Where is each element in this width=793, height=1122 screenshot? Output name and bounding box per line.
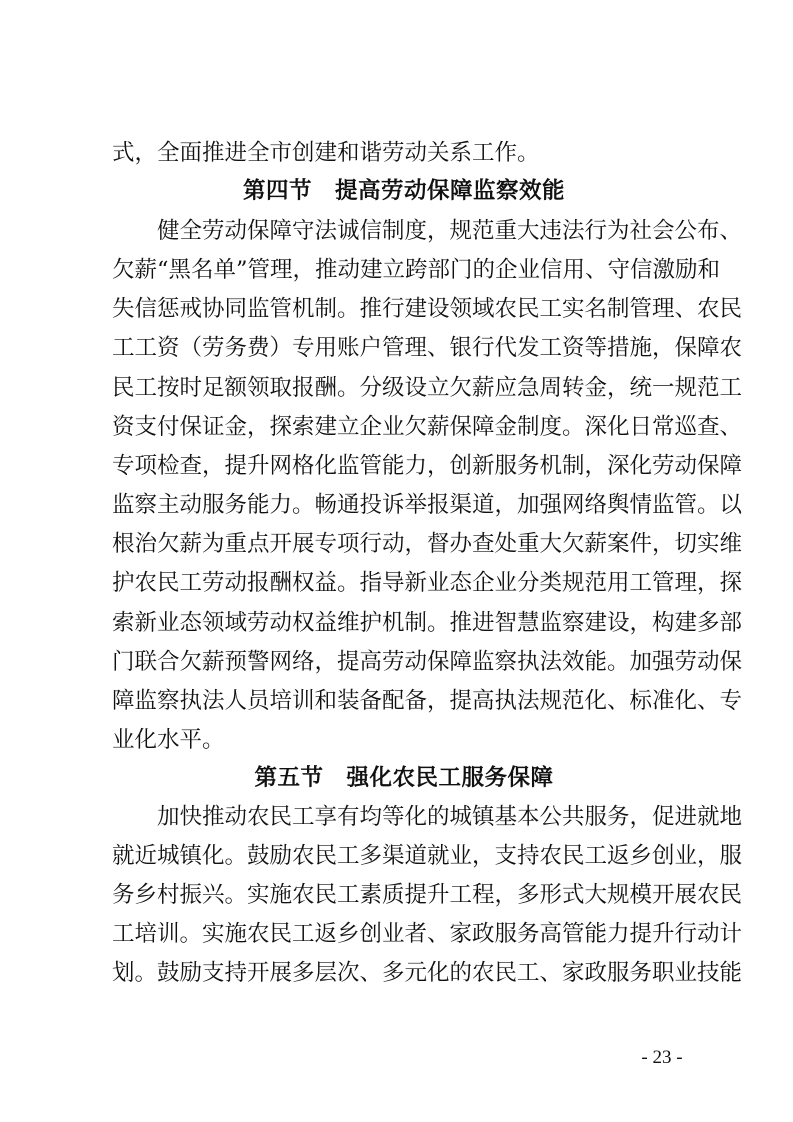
page-number: - 23 -	[641, 1047, 683, 1068]
paragraph-line: 欠薪“黑名单”管理，推动建立跨部门的企业信用、守信激励和	[112, 257, 721, 283]
continuation-line: 式，全面推进全市创建和谐劳动关系工作。	[112, 140, 540, 166]
paragraph-line: 业化水平。	[112, 727, 225, 753]
paragraph-line: 障监察执法人员培训和装备配备，提高执法规范化、标准化、专	[112, 688, 743, 714]
paragraph-line: 民工按时足额领取报酬。分级设立欠薪应急周转金，统一规范工	[112, 375, 743, 401]
paragraph-line: 失信惩戒协同监管机制。推行建设领域农民工实名制管理、农民	[112, 296, 743, 322]
paragraph-line: 根治欠薪为重点开展专项行动，督办查处重大欠薪案件，切实维	[112, 531, 743, 557]
paragraph-line: 索新业态领域劳动权益维护机制。推进智慧监察建设，构建多部	[112, 610, 743, 636]
section-heading-5: 第五节 强化农民工服务保障	[254, 765, 554, 791]
paragraph-line: 护农民工劳动报酬权益。指导新业态企业分类规范用工管理，探	[112, 570, 743, 596]
paragraph-line: 专项检查，提升网格化监管能力，创新服务机制，深化劳动保障	[112, 453, 743, 479]
paragraph-line: 划。鼓励支持开展多层次、多元化的农民工、家政服务职业技能	[112, 960, 743, 986]
paragraph-line: 监察主动服务能力。畅通投诉举报渠道，加强网络舆情监管。以	[112, 492, 743, 518]
section-heading-4: 第四节 提高劳动保障监察效能	[242, 178, 565, 204]
paragraph-line: 资支付保证金，探索建立企业欠薪保障金制度。深化日常巡查、	[112, 414, 743, 440]
paragraph-line: 工培训。实施农民工返乡创业者、家政服务高管能力提升行动计	[112, 921, 743, 947]
paragraph-line: 务乡村振兴。实施农民工素质提升工程，多形式大规模开展农民	[112, 882, 743, 908]
paragraph-line: 门联合欠薪预警网络，提高劳动保障监察执法效能。加强劳动保	[112, 649, 743, 675]
paragraph-line: 健全劳动保障守法诚信制度，规范重大违法行为社会公布、	[112, 218, 743, 244]
paragraph-line: 加快推动农民工享有均等化的城镇基本公共服务，促进就地	[112, 804, 743, 830]
paragraph-line: 工工资（劳务费）专用账户管理、银行代发工资等措施，保障农	[112, 335, 743, 361]
paragraph-line: 就近城镇化。鼓励农民工多渠道就业，支持农民工返乡创业，服	[112, 843, 743, 869]
